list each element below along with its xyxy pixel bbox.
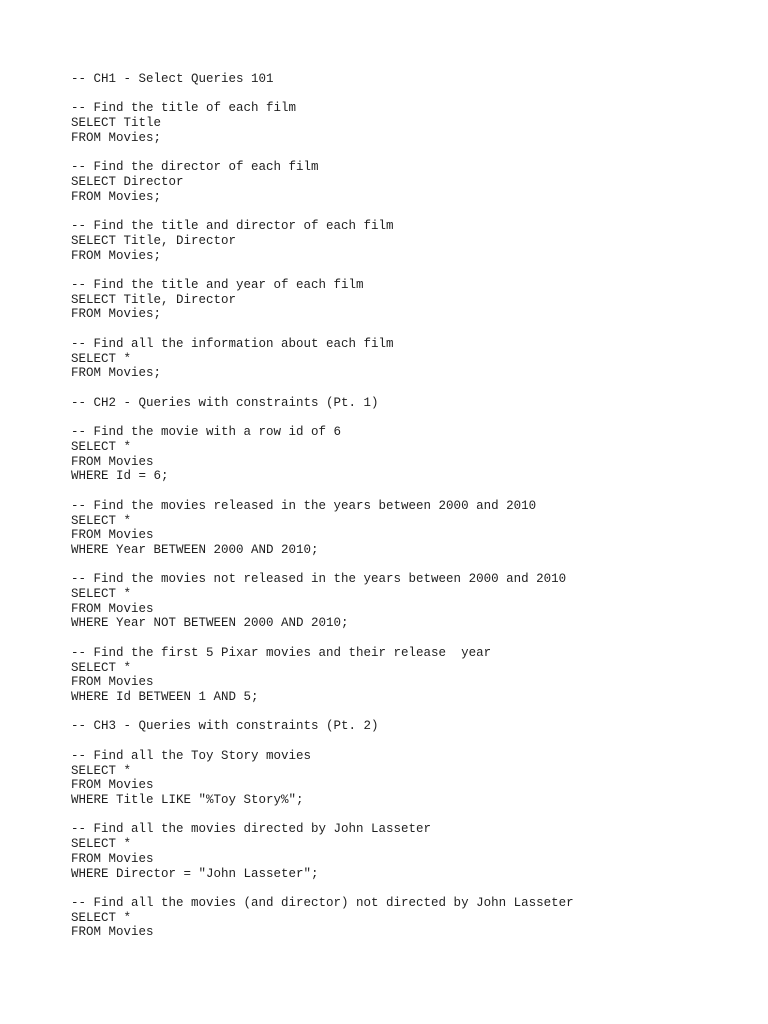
- code-line: FROM Movies;: [71, 366, 162, 381]
- code-line: WHERE Year BETWEEN 2000 AND 2010;: [71, 542, 319, 557]
- code-line: WHERE Id = 6;: [71, 469, 169, 484]
- code-line: SELECT Director: [71, 175, 184, 190]
- code-line: FROM Movies: [71, 601, 154, 616]
- comment-line: -- Find the movies released in the years between 2000 and 2010: [71, 498, 537, 513]
- code-line: FROM Movies: [71, 528, 154, 543]
- query-block: [71, 425, 751, 484]
- query-block: [71, 219, 751, 263]
- comment-line: -- Find the first 5 Pixar movies and their release year: [71, 645, 492, 660]
- comment-line: -- Find all the Toy Story movies: [71, 748, 312, 763]
- code-line: SELECT Title, Director: [71, 292, 237, 307]
- comment-line: -- Find the director of each film: [71, 160, 319, 175]
- comment-line: -- Find the movies not released in the years between 2000 and 2010: [71, 572, 567, 587]
- code-line: FROM Movies: [71, 675, 154, 690]
- chapter-heading: [71, 396, 751, 411]
- code-line: SELECT Title, Director: [71, 233, 237, 248]
- comment-line: -- CH3 - Queries with constraints (Pt. 2): [71, 719, 379, 734]
- comment-line: -- Find the title of each film: [71, 101, 297, 116]
- code-line: SELECT *: [71, 837, 132, 852]
- code-line: WHERE Year NOT BETWEEN 2000 AND 2010;: [71, 616, 349, 631]
- query-block: [71, 337, 751, 381]
- comment-line: -- Find the title and director of each film: [71, 219, 394, 234]
- comment-line: -- CH2 - Queries with constraints (Pt. 1): [71, 395, 379, 410]
- comment-line: -- CH1 - Select Queries 101: [71, 72, 274, 86]
- code-line: WHERE Director = "John Lasseter";: [71, 866, 319, 881]
- chapter-heading: [71, 72, 751, 87]
- code-line: SELECT *: [71, 763, 132, 778]
- comment-line: -- Find the title and year of each film: [71, 278, 364, 293]
- code-line: FROM Movies;: [71, 130, 162, 145]
- chapter-heading: [71, 719, 751, 734]
- code-line: FROM Movies;: [71, 248, 162, 263]
- code-line: FROM Movies: [71, 851, 154, 866]
- document-page: [71, 72, 751, 955]
- query-block: [71, 822, 751, 881]
- code-line: SELECT Title: [71, 116, 162, 131]
- comment-line: -- Find all the information about each film: [71, 336, 394, 351]
- query-block: [71, 646, 751, 705]
- code-line: SELECT *: [71, 660, 132, 675]
- code-line: SELECT *: [71, 439, 132, 454]
- query-block: [71, 749, 751, 808]
- code-line: FROM Movies;: [71, 307, 162, 322]
- comment-line: -- Find the movie with a row id of 6: [71, 425, 342, 440]
- query-block: [71, 896, 751, 940]
- code-line: SELECT *: [71, 351, 132, 366]
- code-line: SELECT *: [71, 513, 132, 528]
- comment-line: -- Find all the movies (and director) not directed by John Lasseter: [71, 896, 574, 911]
- code-line: FROM Movies;: [71, 189, 162, 204]
- code-line: WHERE Title LIKE "%Toy Story%";: [71, 793, 304, 807]
- code-line: SELECT *: [71, 587, 132, 602]
- query-block: [71, 278, 751, 322]
- comment-line: -- Find all the movies directed by John Lasseter: [71, 822, 432, 837]
- code-line: FROM Movies: [71, 778, 154, 793]
- query-block: [71, 572, 751, 631]
- code-line: FROM Movies: [71, 454, 154, 469]
- code-line: SELECT *: [71, 910, 132, 925]
- query-block: [71, 499, 751, 558]
- query-block: [71, 101, 751, 145]
- code-line: WHERE Id BETWEEN 1 AND 5;: [71, 689, 259, 704]
- code-line: FROM Movies: [71, 925, 154, 940]
- query-block: [71, 160, 751, 204]
